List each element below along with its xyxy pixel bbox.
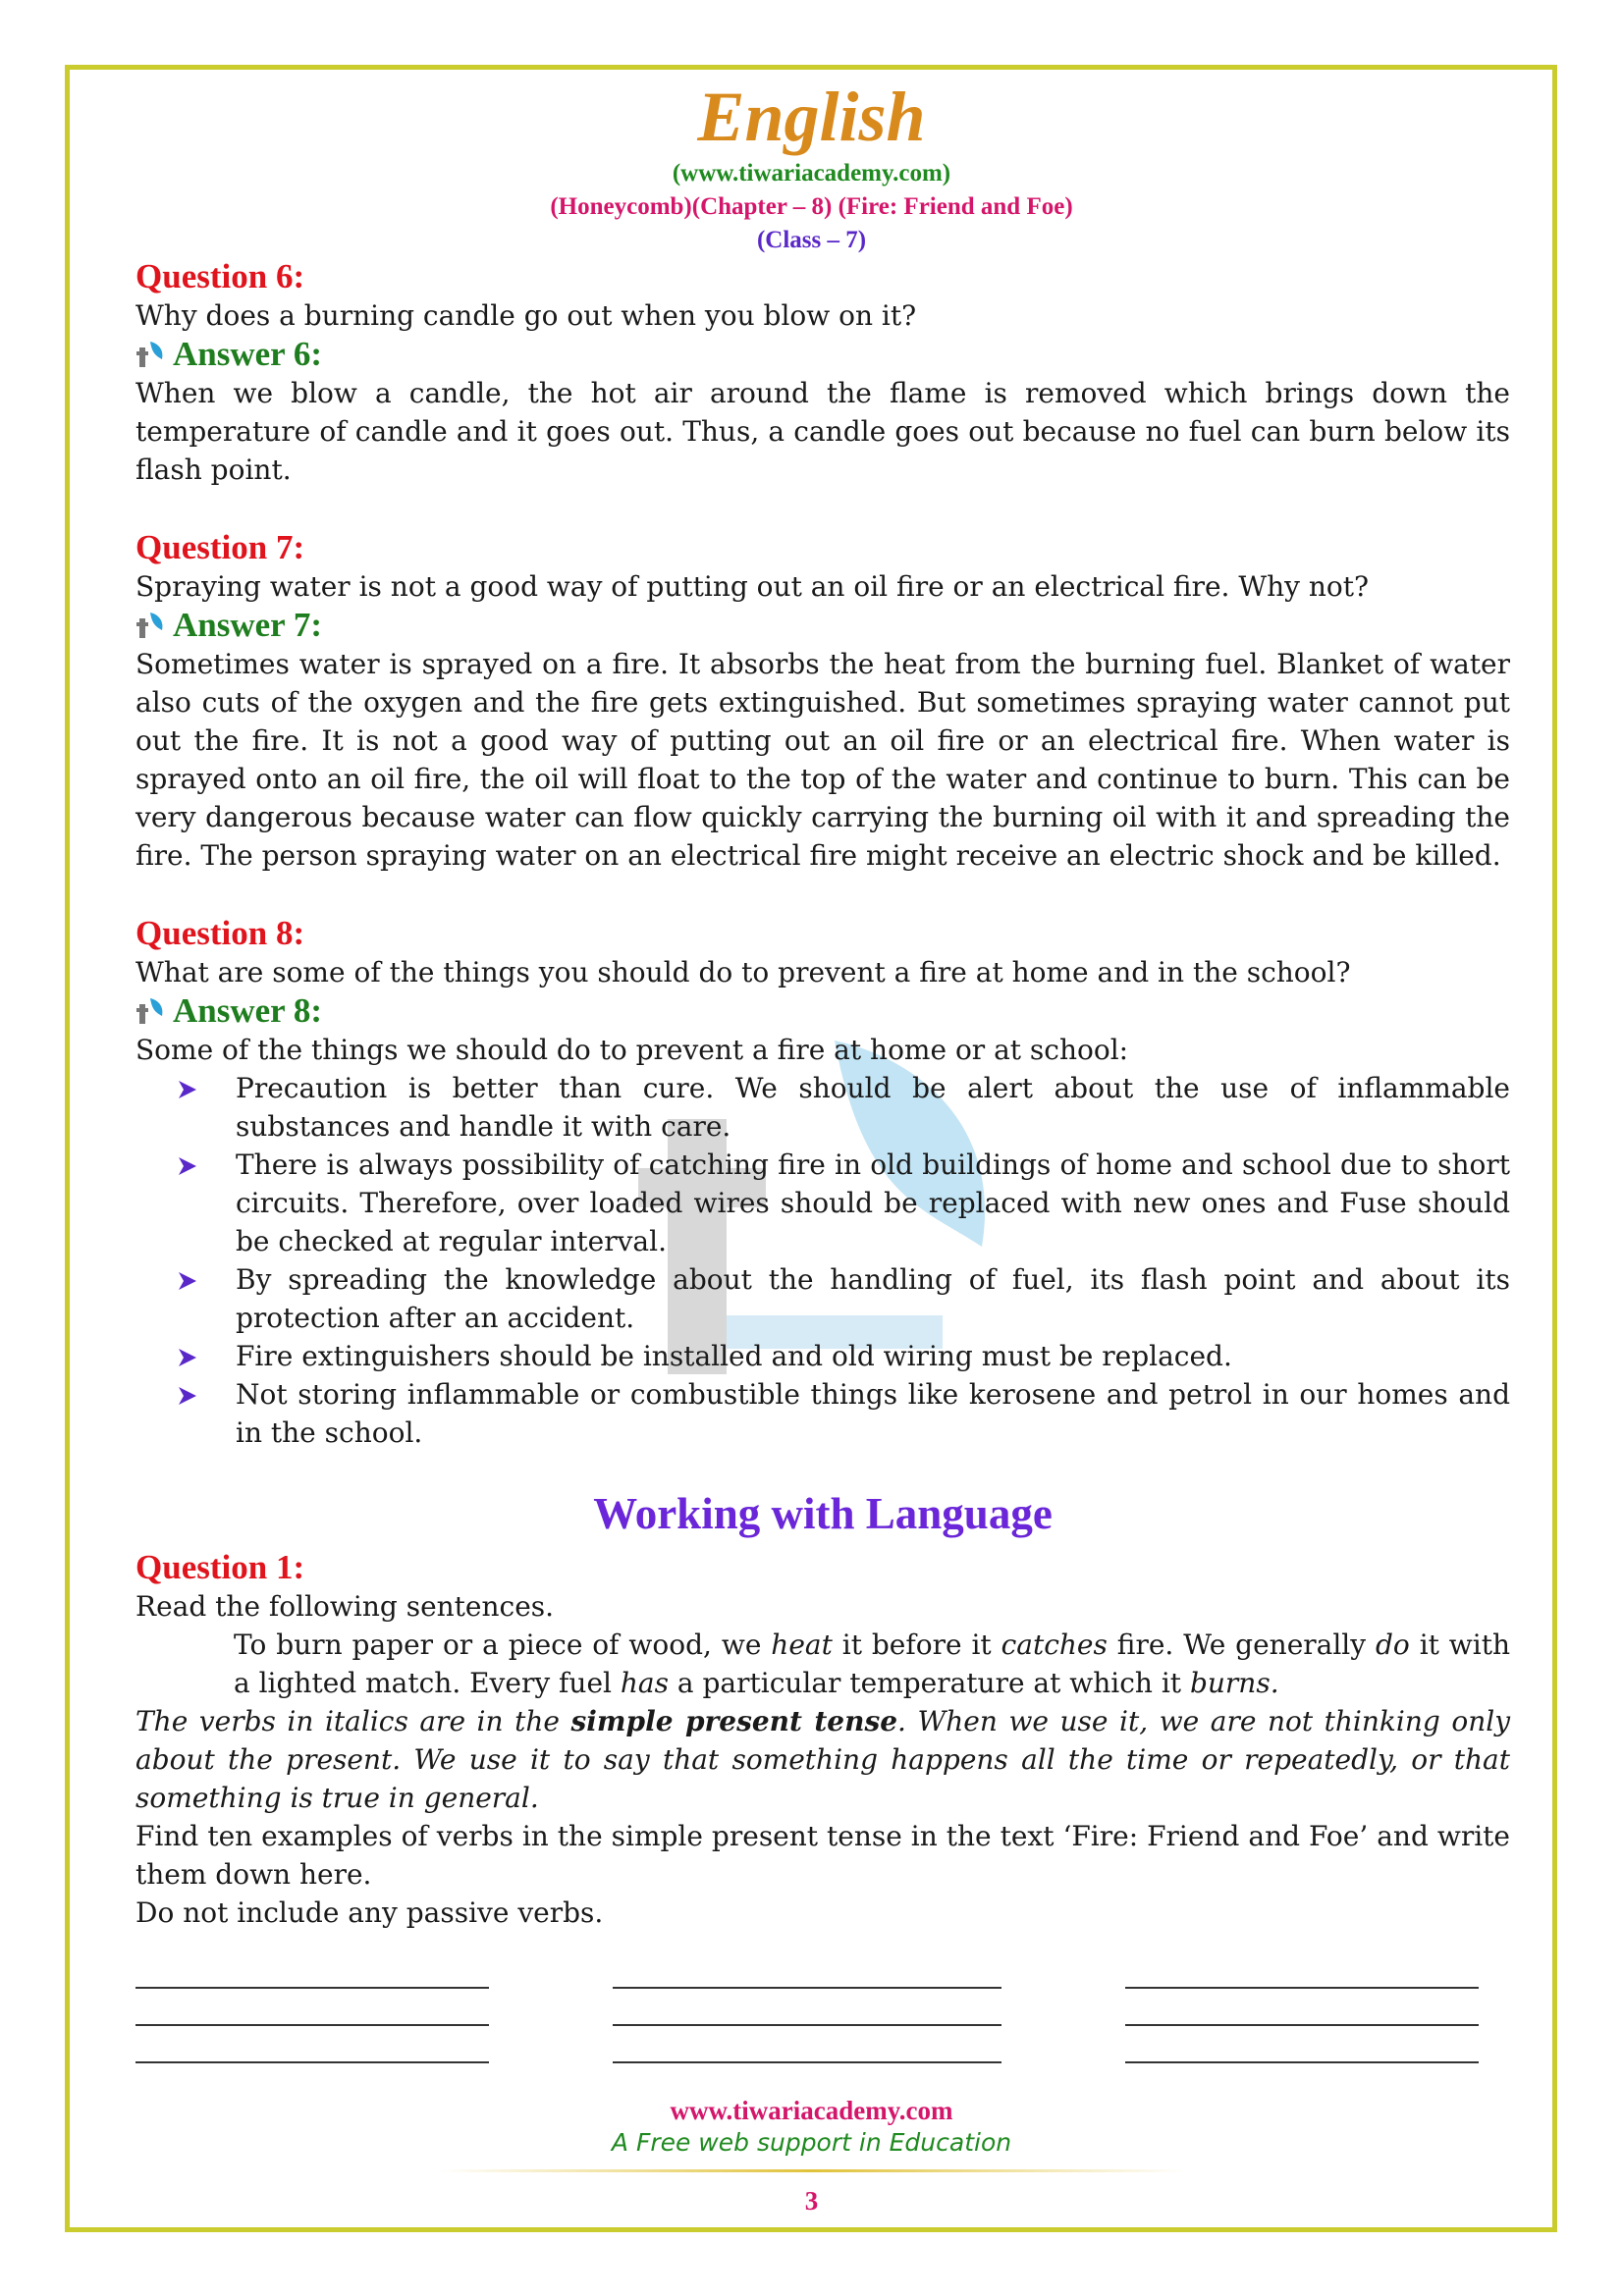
list-item (177, 1260, 1510, 1337)
arrow-bullet-icon (177, 1385, 198, 1407)
question-text: Why does a burning candle go out when you blow on it? (135, 299, 917, 332)
italic-verb: burns. (1189, 1667, 1279, 1699)
footer-tagline: A Free web support in Education (611, 2128, 1012, 2157)
answer-heading (135, 335, 1510, 374)
list-item-text: There is always possibility of catching fire in old buildings of home and school due to short circuits. Therefore, over loaded wires should be replaced with new ones and Fuse should be checked at regular interval. (236, 1148, 1510, 1257)
blank-line[interactable] (613, 2026, 1001, 2063)
page-footer (0, 2095, 1623, 2216)
answer-label: Answer 7: (173, 606, 322, 644)
answer-label: Answer 8: (173, 991, 322, 1030)
header-chapter: (Honeycomb)(Chapter – 8) (Fire: Friend and Foe) (550, 193, 1073, 220)
list-item (177, 1337, 1510, 1375)
arrow-bullet-icon (177, 1155, 198, 1177)
blank-line[interactable] (135, 2026, 489, 2063)
answer-heading (135, 991, 1510, 1031)
blank-line[interactable] (1125, 1989, 1479, 2026)
section-heading: Working with Language (593, 1489, 1053, 1538)
answer-text: Sometimes water is sprayed on a fire. It absorbs the heat from the burning fuel. Blanket of water also cuts of the oxygen and the fire gets extinguished. But sometimes spraying water cannot put out the fire. It is not a good way of putting out an oil fire or an electrical fire. When water is sprayed onto an oil fire, the oil will float to the top of the water and continue to burn. This can be very dangerous because water can flow quickly carrying the burning oil with it and spreading the fire. The person spraying water on an electrical fire might receive an electric shock and be killed. (135, 648, 1510, 872)
list-item-text: By spreading the knowledge about the handling of fuel, its flash point and about its protection after an accident. (236, 1263, 1510, 1334)
question-heading: Question 6: (135, 257, 305, 295)
question-intro: Read the following sentences. (135, 1590, 555, 1623)
list-item (177, 1146, 1510, 1260)
italic-verb: has (620, 1667, 669, 1699)
footer-website[interactable]: www.tiwariacademy.com (670, 2096, 953, 2125)
header-class: (Class – 7) (756, 227, 867, 253)
answer-text: When we blow a candle, the hot air around the flame is removed which brings down the temperature of candle and it goes out. Thus, a candle goes out because no fuel can burn below its flash point. (135, 377, 1510, 486)
list-item (177, 1069, 1510, 1146)
answer-bullet-list (135, 1069, 1510, 1452)
answer-text: Some of the things we should do to prevent a fire at home or at school: (135, 1034, 1129, 1066)
italic-verb: do (1376, 1629, 1410, 1661)
list-item-text: Precaution is better than cure. We should be alert about the use of inflammable substances and handle it with care. (236, 1072, 1510, 1143)
tiwari-logo-icon (135, 340, 165, 369)
arrow-bullet-icon (177, 1079, 198, 1100)
arrow-bullet-icon (177, 1347, 198, 1368)
page-number: 3 (804, 2186, 819, 2216)
tiwari-logo-icon (135, 611, 165, 640)
question-heading: Question 1: (135, 1548, 305, 1586)
list-item-text: Not storing inflammable or combustible things like kerosene and petrol in our homes and in the school. (236, 1378, 1510, 1449)
answer-label: Answer 6: (173, 335, 322, 373)
footer-divider (439, 2169, 1185, 2172)
blank-line[interactable] (613, 1951, 1001, 1989)
page-header (0, 77, 1623, 257)
list-item (177, 1375, 1510, 1452)
blank-line[interactable] (135, 1989, 489, 2026)
question-heading: Question 8: (135, 914, 305, 952)
tense-explanation: The verbs in italics are in the simple present tense. When we use it, we are not thinking only about the present. We use it to say that something happens all the time or repeatedly, or that something is true in general. (135, 1705, 1511, 1814)
italic-verb: heat (771, 1629, 833, 1661)
task-note: Do not include any passive verbs. (135, 1896, 604, 1929)
list-item-text: Fire extinguishers should be installed and old wiring must be replaced. (236, 1340, 1232, 1372)
task-text: Find ten examples of verbs in the simple present tense in the text ‘Fire: Friend and Foe’ and write them down here. (135, 1820, 1510, 1891)
blank-line[interactable] (613, 1989, 1001, 2026)
blank-line[interactable] (135, 1951, 489, 1989)
example-sentences: To burn paper or a piece of wood, we heat it before it catches fire. We generally do it with a lighted match. Every fuel has a particular temperature at which it burns. (234, 1629, 1511, 1699)
header-website: (www.tiwariacademy.com) (672, 160, 951, 187)
question-text: What are some of the things you should do to prevent a fire at home and in the school? (135, 956, 1351, 988)
page-title: English (697, 78, 926, 156)
blank-line[interactable] (1125, 1951, 1479, 1989)
tense-name: simple present tense (570, 1705, 898, 1737)
question-text: Spraying water is not a good way of putting out an oil fire or an electrical fire. Why not? (135, 570, 1370, 603)
arrow-bullet-icon (177, 1270, 198, 1292)
answer-heading (135, 606, 1510, 645)
page-content (135, 257, 1510, 2063)
answer-blanks (135, 1951, 1479, 2063)
question-heading: Question 7: (135, 528, 305, 566)
blank-line[interactable] (1125, 2026, 1479, 2063)
italic-verb: catches (1001, 1629, 1108, 1661)
tiwari-logo-icon (135, 996, 165, 1026)
